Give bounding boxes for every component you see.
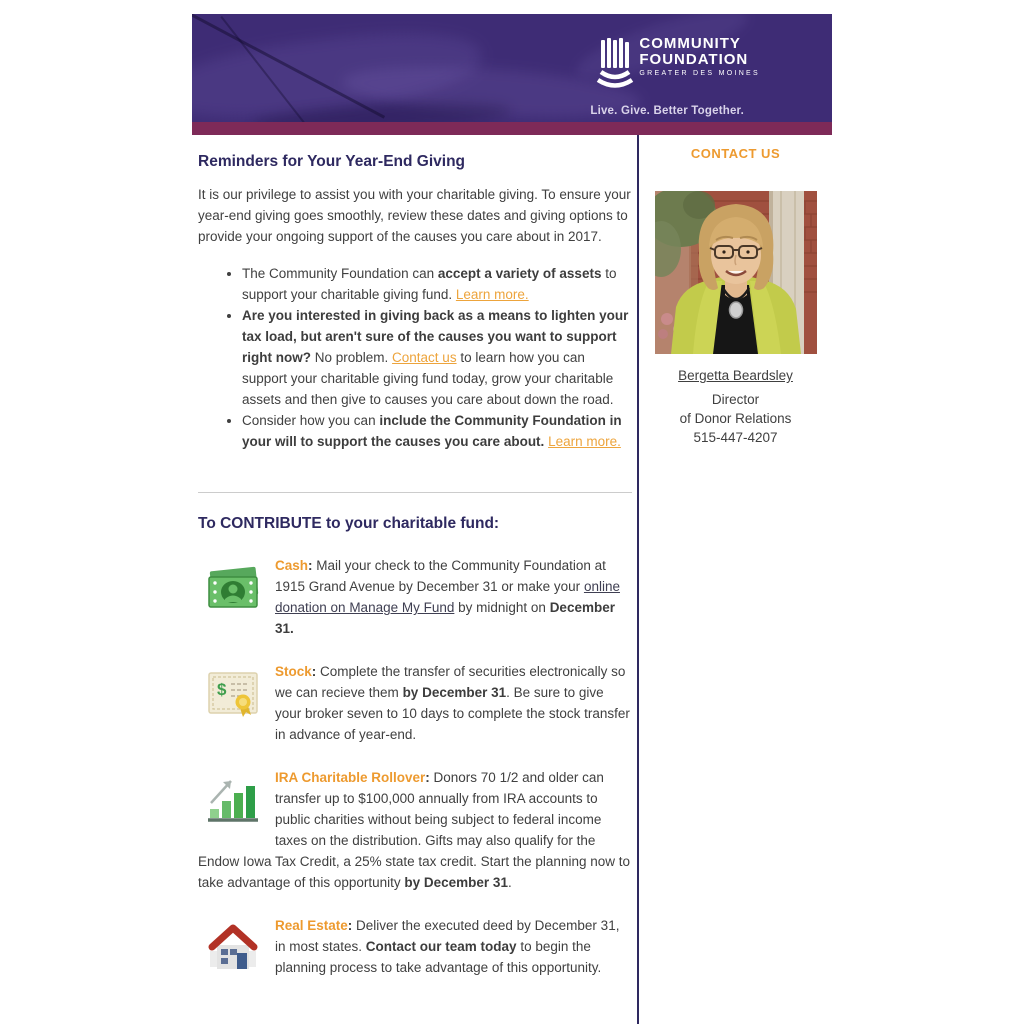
logo-wordmark: COMMUNITY FOUNDATION GREATER DES MOINES [639, 35, 760, 77]
email-body [192, 14, 832, 1024]
list-item: • Are you interested in giving back as a means to lighten your tax load, but aren't sure of the causes you want to support right now? No problem. Contact us to learn how you can support your charitable giving fund today, grow your charitable assets and then give to causes you care about down the road. [242, 305, 632, 410]
main-content [192, 135, 637, 1024]
cash-icon [207, 561, 259, 613]
contact-role-2: of Donor Relations [679, 411, 792, 426]
contact-us-heading: CONTACT US [690, 146, 781, 161]
giving-method-ira [198, 767, 632, 893]
contact-phone: 515-447-4207 [693, 430, 778, 445]
method-text: Cash: Mail your check to the Community Foundation at 1915 Grand Avenue by December 31 or make your online donation on Manage My Fund by midnight on December 31. [275, 558, 620, 636]
tagline: Live. Give. Better Together. [590, 105, 744, 117]
giving-method-real-estate [198, 915, 632, 983]
giving-method-cash [198, 555, 632, 639]
contact-sidebar [639, 135, 832, 1024]
contact-us-link[interactable]: Contact us [392, 350, 457, 365]
manage-my-fund-link[interactable]: online donation on Manage My Fund [275, 579, 620, 615]
method-label: Cash [275, 558, 309, 573]
method-label: Stock [275, 664, 312, 679]
column-logo-icon [595, 38, 635, 90]
reminder-list [198, 263, 632, 452]
list-item: • The Community Foundation can accept a variety of assets to support your charitable giving fund. Learn more. [242, 263, 632, 305]
contribute-heading: To CONTRIBUTE to your charitable fund: [198, 515, 500, 532]
section-divider [198, 492, 632, 493]
method-text: IRA Charitable Rollover: Donors 70 1/2 and older can transfer up to $100,000 annually from IRA accounts to public charities without being subject to federal income taxes on the distribution. Gifts may also qualify for the Endow Iowa Tax Credit, a 25% state tax credit. Start the planning now to take advantage of this opportunity by December 31. [198, 770, 630, 890]
method-label: Real Estate [275, 918, 348, 933]
method-label: IRA Charitable Rollover [275, 770, 426, 785]
stock-certificate-icon [207, 667, 259, 719]
contact-role: Director [711, 392, 760, 407]
method-text: Real Estate: Deliver the executed deed by December 31, in most states. Contact our team today to begin the planning process to take advantage of this opportunity. [275, 918, 620, 975]
maroon-stripe [192, 122, 832, 135]
learn-more-link[interactable]: Learn more. [548, 434, 621, 449]
header-banner [192, 14, 832, 122]
giving-method-stock [198, 661, 632, 745]
page-title: Reminders for Your Year-End Giving [198, 153, 466, 170]
intro-paragraph: It is our privilege to assist you with your charitable giving. To ensure your year-end giving goes smoothly, review these dates and giving options to provide your ongoing support of the causes you care about in 2017. [198, 187, 631, 244]
svg-text:$: $ [217, 680, 227, 699]
learn-more-link[interactable]: Learn more. [455, 287, 529, 302]
house-icon [207, 921, 259, 973]
list-item: • Consider how you can include the Community Foundation in your will to support the causes you care about. Learn more. [242, 410, 632, 452]
contact-photo [655, 191, 817, 354]
contact-name-link[interactable]: Bergetta Beardsley [678, 368, 793, 383]
bar-chart-icon [207, 773, 259, 825]
foundation-logo [595, 36, 760, 90]
method-text: Stock: Complete the transfer of securities electronically so we can recieve them by December 31. Be sure to give your broker seven to 10 days to complete the stock transfer in advance of year-end. [275, 664, 630, 742]
